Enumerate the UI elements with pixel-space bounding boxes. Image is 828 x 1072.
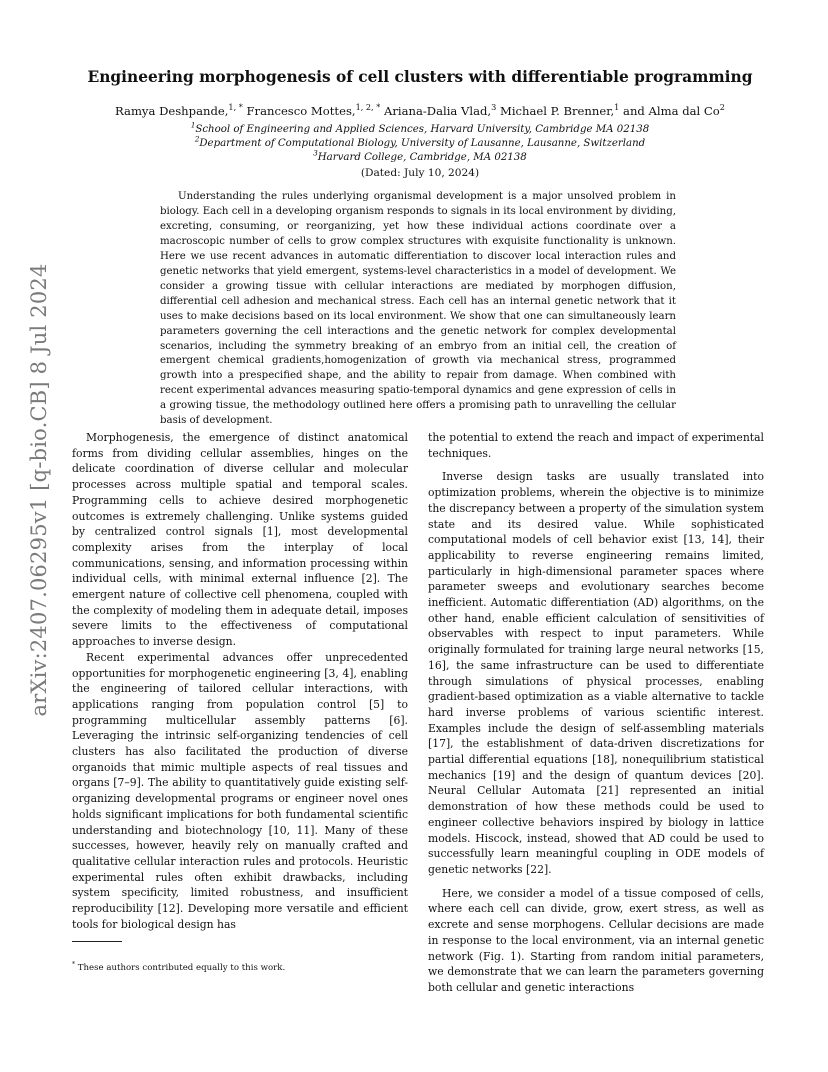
affiliation-mark: 1 <box>190 120 196 130</box>
footnote-text: These authors contributed equally to this work. <box>77 963 286 973</box>
body-paragraph: Inverse design tasks are usually translated into optimization problems, wherein the objective is to minimize the discrepancy between a property of the simulation system state and its desired value. While sophisticated computational models of cell behavior exist [13, 14], their applicability to reverse engineering remains limited, particularly in high-dimensional parameter spaces where parameter sweeps and evolutionary searches become inefficient. Automatic differentiation (AD) algorithms, on the other hand, enable efficient calculation of sensitivities of observables with respect to input parameters. While originally formulated for training large neural networks [15, 16], the same infrastructure can be used to differentiate through simulations of physical processes, enabling gradient-based optimization as a viable alternative to tackle hard inverse problems of various scientific interest. Examples include the design of self-assembling materials [17], the establishment of data-driven discretizations for partial differential equations [18], nonequilibrium statistical mechanics [19] and the design of quantum devices [20]. Neural Cellular Automata [21] represented an initial demonstration of how these methods could be used to engineer collective behaviors inspired by biology in lattice models. Hiscock, instead, showed that AD could be used to successfully learn meaningful coupling in ODE models of genetic networks [22]. <box>428 470 764 876</box>
author-list <box>80 104 760 118</box>
author-name: Ariana-Dalia Vlad, <box>383 104 492 118</box>
body-column-left <box>72 430 408 933</box>
footnote <box>72 963 285 973</box>
paper-title: Engineering morphogenesis of cell clusters with differentiable programming <box>87 68 753 86</box>
footnote-mark: * <box>72 961 76 969</box>
date-line: (Dated: July 10, 2024) <box>360 167 480 179</box>
arxiv-identifier: arXiv:2407.06295v1 [q-bio.CB] 8 Jul 2024 <box>27 263 51 717</box>
affiliation-mark: 2 <box>194 134 200 144</box>
body-paragraph: Recent experimental advances offer unprecedented opportunities for morphogenetic engineering [3, 4], enabling the engineering of tailored cellular interactions, with applications ranging from population control [5] to programming multicellular assembly patterns [6]. Leveraging the intrinsic self-organizing tendencies of cell clusters has also facilitated the production of diverse organoids that mimic multiple aspects of real tissues and organs [7–9]. The ability to quantitatively guide existing self-organizing developmental programs or engineer novel ones holds significant implications for both fundamental scientific understanding and biotechnology [10, 11]. Many of these successes, however, heavily rely on manually crafted and qualitative cellular interaction rules and protocols. Heuristic experimental rules often exhibit drawbacks, including system specificity, limited robustness, and insufficient reproducibility [12]. Developing more versatile and efficient tools for biological design has <box>72 650 408 931</box>
affiliation-text: Department of Computational Biology, University of Lausanne, Lausanne, Switzerland <box>199 138 646 149</box>
body-column-right <box>428 430 764 996</box>
body-paragraph: Here, we consider a model of a tissue composed of cells, where each cell can divide, grow, exert stress, as well as excrete and sense morphogens. Cellular decisions are made in response to the local environment, via an internal genetic network (Fig. 1). Starting from random initial parameters, we demonstrate that we can learn the parameters governing both cellular and genetic interactions <box>428 886 764 994</box>
author-affiliation-mark: 3 <box>491 102 497 113</box>
author-affiliation-mark: 1, 2, * <box>355 102 381 113</box>
abstract: Understanding the rules underlying organismal development is a major unsolved problem in biology. Each cell in a developing organism responds to signals in its local environment by dividing, excreting, consuming, or reorganizing, yet how these individual actions coordinate over a macroscopic number of cells to grow complex structures with exquisite functionality is unknown. Here we use recent advances in automatic differentiation to discover local interaction rules and genetic networks that yield emergent, systems-level characteristics in a model of development. We consider a growing tissue with cellular interactions are mediated by morphogen diffusion, differential cell adhesion and mechanical stress. Each cell has an internal genetic network that it uses to make decisions based on its local environment. We show that one can simultaneously learn parameters governing the cell interactions and the genetic network for complex developmental scenarios, including the symmetry breaking of an embryo from an initial cell, the creation of emergent chemical gradients,homogenization of growth via mechanical stress, programmed growth into a prespecified shape, and the ability to repair from damage. When combined with recent experimental advances measuring spatio-temporal dynamics and gene expression of cells in a growing tissue, the methodology outlined here offers a promising path to unravelling the cellular basis of development. <box>160 191 676 427</box>
affiliation-line <box>80 134 760 149</box>
arxiv-sidebar-stamp <box>14 263 64 717</box>
affiliation-line <box>80 120 760 135</box>
author-affiliation-mark: 1 <box>614 102 620 113</box>
affiliation-mark: 3 <box>313 148 318 158</box>
author-affiliation-mark: 2 <box>719 102 725 113</box>
author-name: Francesco Mottes, <box>246 104 356 118</box>
affiliation-text: Harvard College, Cambridge, MA 02138 <box>317 152 527 163</box>
body-paragraph: Morphogenesis, the emergence of distinct anatomical forms from dividing cellular assemblies, hinges on the delicate coordination of diverse cellular and molecular processes across multiple spatial and temporal scales. Programming cells to achieve desired morphogenetic outcomes is extremely challenging. Unlike systems guided by centralized control signals [1], most developmental complexity arises from the interplay of local communications, sensing, and information processing within individual cells, with minimal external influence [2]. The emergent nature of collective cell phenomena, coupled with the complexity of modeling them in adequate detail, imposes severe limits to the effectiveness of computational approaches to inverse design. <box>72 431 408 649</box>
author-name: Ramya Deshpande, <box>115 104 229 118</box>
affiliation-text: School of Engineering and Applied Sciences, Harvard University, Cambridge MA 02138 <box>195 124 650 135</box>
author-affiliation-mark: 1, * <box>228 102 243 113</box>
footnote-divider <box>72 941 122 942</box>
author-name: Michael P. Brenner, <box>499 104 615 118</box>
body-paragraph-continuation: the potential to extend the reach and impact of experimental techniques. <box>428 431 764 460</box>
author-name: and Alma dal Co <box>623 104 720 118</box>
affiliation-line <box>80 148 760 163</box>
